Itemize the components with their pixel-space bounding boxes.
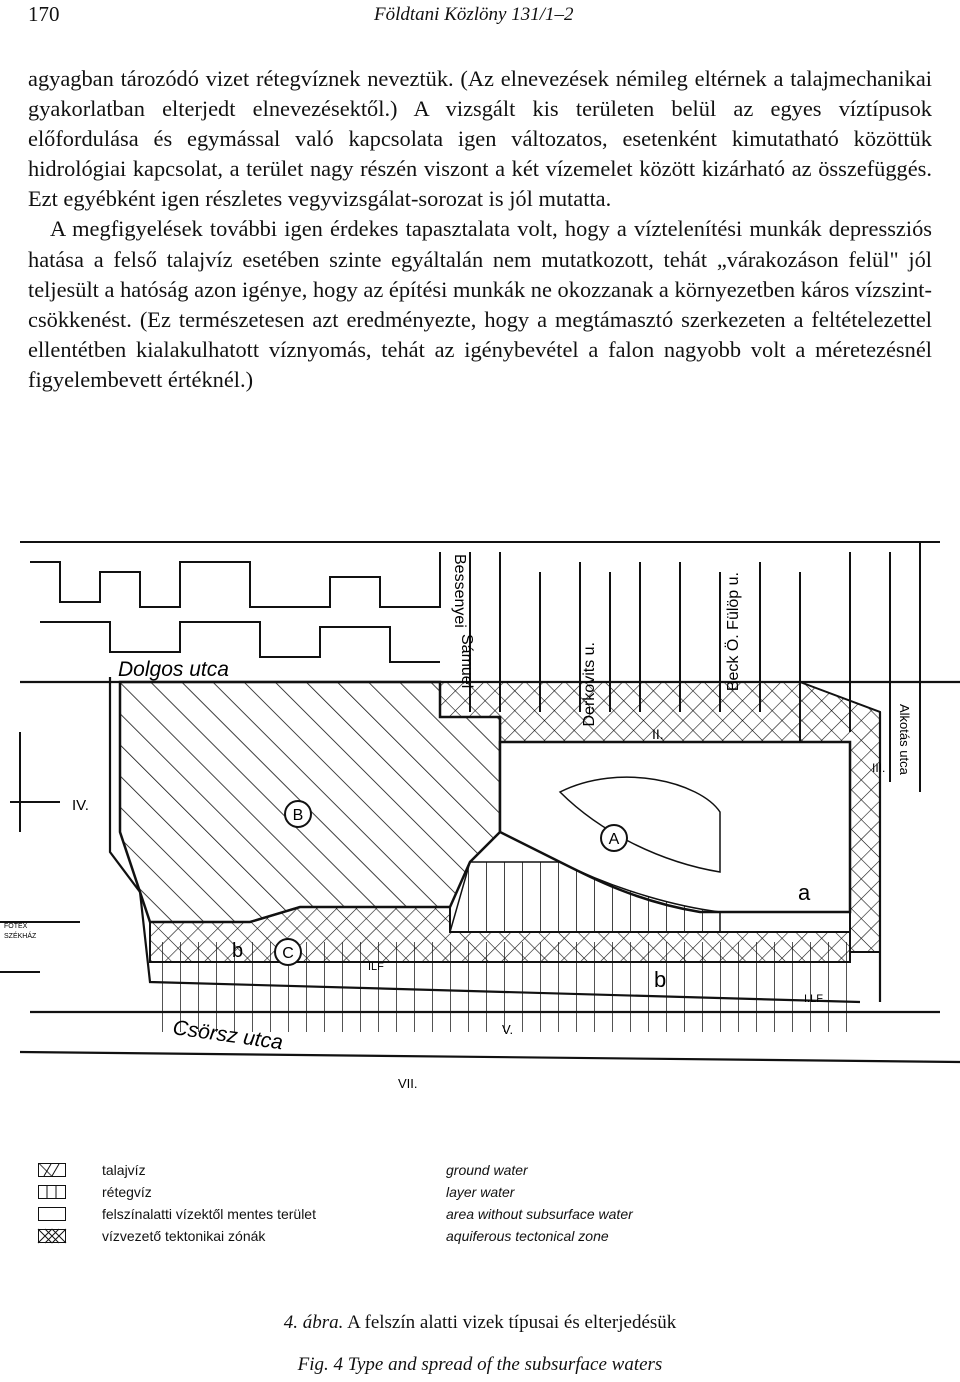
svg-text:C: C [282, 945, 294, 962]
site-map-figure [0, 532, 960, 1091]
building-szekhaz: SZÉKHÁZ [4, 933, 37, 940]
zone-b-label [285, 801, 311, 827]
legend-item [28, 1162, 688, 1182]
zone-a-small-label: a [798, 880, 811, 905]
legend-swatch-groundwater [38, 1163, 66, 1177]
legend-item [28, 1184, 688, 1204]
svg-text:A: A [608, 831, 620, 848]
site-map [0, 532, 960, 1091]
building-fotex: FOTEX [4, 923, 28, 930]
figure-number: 4. ábra. [283, 1312, 344, 1333]
legend-item [28, 1206, 688, 1226]
zone-a-label [601, 825, 627, 851]
well-vii: VII. [398, 1076, 418, 1091]
legend-label-hu: rétegvíz [102, 1184, 152, 1200]
street-bessenyei: Bessenyei [451, 554, 468, 628]
legend-swatch-tectonic [38, 1229, 66, 1243]
well-ii: II. [652, 726, 664, 742]
page-header [28, 0, 932, 40]
body-text [28, 64, 932, 395]
street-alkotas: Alkotás utca [897, 704, 912, 775]
well-iii: III. [872, 761, 886, 775]
zone-b-left-label: b [232, 940, 244, 962]
legend-label-hu: vízvezető tektonikai zónák [102, 1228, 266, 1244]
figure-legend [28, 1160, 932, 1250]
legend-label-hu: felszínalatti vízektől mentes terület [102, 1206, 316, 1222]
legend-label-en: layer water [446, 1184, 515, 1200]
paragraph: agyagban tározódó vizet rétegvíznek neveztük. (Az elnevezések némileg eltérnek a talajmechanikai gyakorlatban elterjedt elnevezésektől.) A vizsgált kis területen belül az egyes víztípusok előfordulása és egymással való kapcsolata igen változatos, esetenként kimutatható közöttük hidrológiai kapcsolat, a terület nagy részén viszont a két vízemelet között kizárható az összefüggés. Ezt egyébként igen részletes vegyvizsgálat-sorozat is jól mutatta. [28, 66, 932, 212]
journal-title: Földtani Közlöny 131/1–2 [374, 4, 574, 25]
well-ilf-1: ILF [368, 961, 384, 973]
page-number: 170 [28, 2, 60, 26]
zone-c-label [275, 939, 301, 965]
legend-item [28, 1228, 688, 1248]
well-v: V. [502, 1022, 514, 1037]
zone-b-right-label: b [654, 967, 667, 992]
street-csorsz: Csörsz utca [171, 1016, 285, 1055]
legend-label-hu: talajvíz [102, 1162, 146, 1178]
legend-label-en: area without subsurface water [446, 1206, 633, 1222]
street-dolgos: Dolgos utca [118, 658, 229, 681]
well-iv: IV. [72, 797, 89, 814]
svg-text:B: B [292, 807, 304, 824]
street-beck: Beck Ö. Fülöp u. [725, 572, 742, 692]
legend-label-en: aquiferous tectonical zone [446, 1228, 609, 1244]
legend-swatch-dry [38, 1207, 66, 1221]
legend-label-en: ground water [446, 1162, 528, 1178]
paragraph: A megfigyelések további igen érdekes tapasztalata volt, hogy a víztelenítési munkák depressziós hatása a felső talajvíz esetében szinte egyáltalán nem mutatkozott, tehát „várakozáson felül" jól teljesült a hatóság azon igénye, hogy az építési munkák ne okozzanak a környezetben káros vízszint-csökkenést. (Ez természetesen azt eredményezte, hogy a megtámasztó szerkezeten a feltételezettel ellentétben kialakulhatott víznyomás, tehát az igénybevétel a falon nagyobb volt a méretezésnél figyelembevett értéknél.) [28, 216, 932, 392]
figure-caption-text: A felszín alatti vizek típusai és elterjedésük [347, 1312, 677, 1333]
legend-swatch-layerwater [38, 1185, 66, 1199]
street-samuel: Sámuel [458, 634, 475, 689]
figure-caption-en: Fig. 4 Type and spread of the subsurface waters [297, 1354, 663, 1375]
well-ilf-2: I.LF [804, 993, 823, 1005]
figure-caption-hu [0, 1312, 960, 1334]
street-derkovits: Derkovits u. [581, 642, 598, 727]
